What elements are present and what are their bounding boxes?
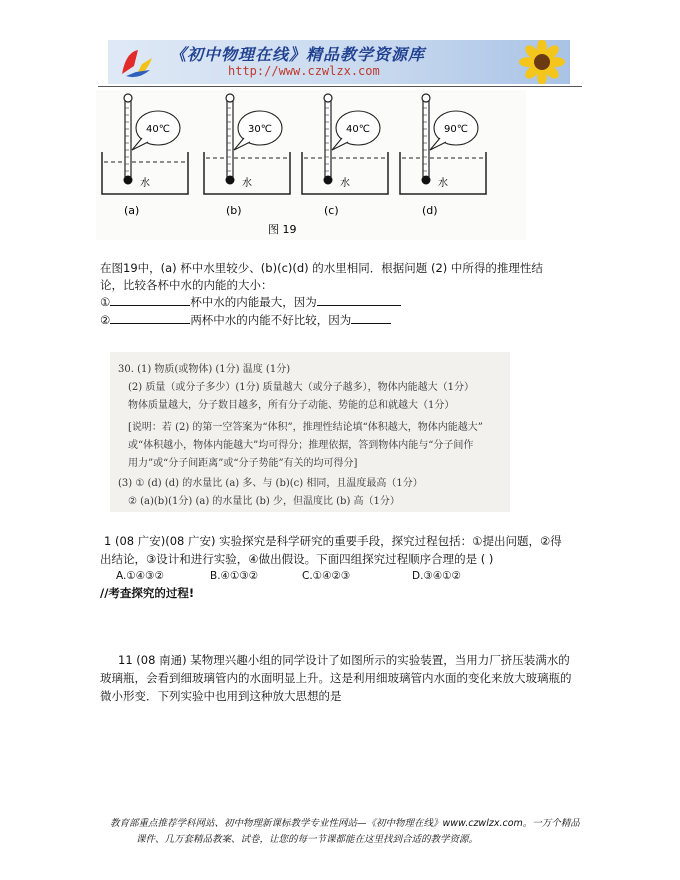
item-text: 杯中水的内能最大，因为	[190, 295, 317, 309]
header-rule	[98, 86, 582, 87]
item-text: 两杯中水的内能不好比较，因为	[190, 313, 352, 327]
answer-blank[interactable]	[110, 311, 190, 324]
beaker-label: (a)	[124, 204, 140, 217]
question-line-1: 在图19中，(a) 杯中水里较少、(b)(c)(d) 的水里相同．根据问题 (2) 中所得的推理性结	[100, 261, 543, 275]
thermometer-bulb	[124, 176, 133, 185]
footer-line-1: 教育部重点推荐学科网站、初中物理新课标教学专业性网站—《初中物理在线》www.czwlzx.com。一万个精品	[110, 818, 580, 829]
logo-icon	[116, 44, 160, 80]
thermometer-cap	[422, 94, 430, 102]
figure-caption: 图 19	[268, 223, 297, 236]
question3-line-2: 玻璃瓶，会看到细玻璃管内的水面明显上升。这是利用细玻璃管内水面的变化来放大玻璃瓶的	[100, 671, 572, 685]
thermometer	[227, 98, 233, 180]
option-d[interactable]: D.③④①②	[412, 570, 462, 582]
temp-label: 30℃	[248, 124, 272, 135]
answer-line: 或“体积越小，物体内能越大”均可得分；推理依据，答到物体内能与“分子间作	[128, 440, 474, 451]
item-number: ②	[100, 313, 111, 327]
thermometer	[125, 98, 131, 180]
header-banner	[108, 40, 570, 84]
thermometer-cap	[226, 94, 234, 102]
footer-line-2: 课件、几万套精品教案、试卷，让您的每一节课都能在这里找到合适的教学资源。	[136, 834, 479, 845]
beaker-label: (c)	[324, 204, 339, 217]
banner-url[interactable]: http://www.czwlzx.com	[228, 64, 380, 78]
temp-label: 40℃	[146, 124, 170, 135]
thermometer	[423, 98, 429, 180]
thermometer-bulb	[324, 176, 333, 185]
answer-line: 用力”或“分子间距离”或“分子势能”有关的均可得分]	[128, 458, 358, 469]
option-c[interactable]: C.①④②③	[302, 570, 351, 582]
answer-line: ② (a)(b)(1分) (a) 的水量比 (b) 少，但温度比 (b) 高（1分）	[128, 496, 400, 507]
question-line-4	[100, 311, 391, 330]
banner-title: 《初中物理在线》精品教学资源库	[170, 45, 426, 64]
question2-line-2: 出结论，③设计和进行实验，④做出假设。下面四组探究过程顺序合理的是 ( )	[100, 552, 494, 566]
question2-note: //考查探究的过程!	[100, 586, 195, 600]
question3-line-1: 11 (08 南通) 某物理兴趣小组的同学设计了如图所示的实验装置，当用力厂挤压装满水的	[118, 653, 570, 667]
figure-19	[96, 90, 526, 240]
question-line-3	[100, 293, 401, 312]
item-number: ①	[100, 295, 111, 309]
question-line-2: 论，比较各杯中水的内能的大小：	[100, 278, 273, 292]
answer-line: 30. (1) 物质(或物体) (1分) 温度 (1分)	[118, 364, 291, 375]
liquid-label: 水	[242, 178, 252, 189]
answer-key-scan	[110, 352, 510, 512]
temp-label: 40℃	[346, 124, 370, 135]
sunflower-icon	[512, 40, 570, 84]
beaker-label: (d)	[422, 204, 438, 217]
question3-line-3: 微小形变．下列实验中也用到这种放大思想的是	[100, 689, 342, 703]
answer-line: [说明：若 (2) 的第一空答案为“体积”，推理性结论填“体积越大，物体内能越大”	[128, 422, 483, 433]
thermometer	[325, 98, 331, 180]
liquid-label: 水	[340, 178, 350, 189]
temp-label: 90℃	[444, 124, 468, 135]
answer-line: (3) ① (d) (d) 的水量比 (a) 多、与 (b)(c) 相同，且温度最高（1分）	[118, 478, 423, 489]
answer-blank[interactable]	[110, 293, 190, 306]
liquid-label: 水	[438, 178, 448, 189]
answer-line: (2) 质量（或分子多少）(1分) 质量越大（或分子越多），物体内能越大（1分）	[128, 382, 475, 393]
thermometer-bulb	[226, 176, 235, 185]
thermometer-bulb	[422, 176, 431, 185]
option-b[interactable]: B.④①③②	[210, 570, 259, 582]
option-a[interactable]: A.①④③②	[116, 570, 164, 582]
thermometer-cap	[124, 94, 132, 102]
answer-blank[interactable]	[317, 293, 401, 306]
liquid-label: 水	[140, 178, 150, 189]
question2-line-1: 1 (08 广安)(08 广安) 实验探究是科学研究的重要手段，探究过程包括：①提出问题，②得	[104, 534, 562, 548]
thermometer-cap	[324, 94, 332, 102]
beaker-label: (b)	[226, 204, 242, 217]
answer-blank[interactable]	[351, 311, 391, 324]
answer-line: 物体质量越大，分子数目越多，所有分子动能、势能的总和就越大（1分）	[128, 400, 455, 411]
